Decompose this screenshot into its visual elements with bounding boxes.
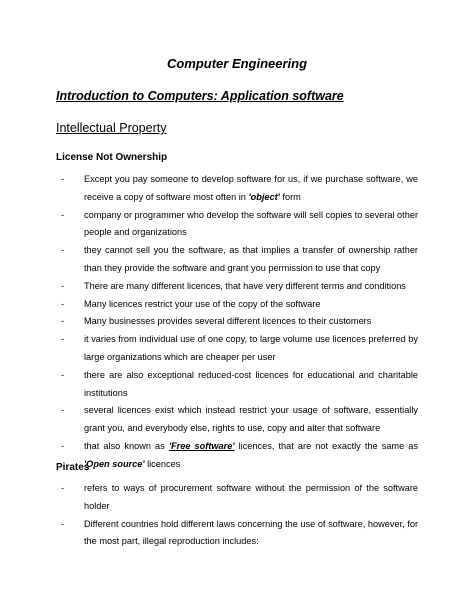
list-item-text: form	[279, 191, 301, 202]
license-list	[56, 171, 418, 474]
list-item-text: Many businesses provides several different licences to their customers	[84, 316, 372, 327]
list-item-text: Many licences restrict your use of the copy of the software	[84, 298, 321, 309]
list-item	[56, 480, 418, 516]
pirates-list	[56, 480, 418, 551]
list-item	[56, 207, 418, 243]
section-heading: Intellectual Property	[56, 121, 167, 135]
list-item-text: company or programmer who develop the software will sell copies to several other people and organizations	[84, 209, 418, 238]
pirates-heading: Pirates	[56, 462, 90, 473]
list-item-text: licences, that are not exactly the same as	[234, 440, 419, 451]
list-item-text: several licences exist which instead restrict your usage of software, essentially grant you, and everybody else, rights to use, copy and alter that software	[84, 405, 418, 434]
list-item-emphasis: 'object'	[248, 191, 280, 202]
document-subtitle: Introduction to Computers: Application software	[56, 89, 344, 103]
list-item-text: Different countries hold different laws concerning the use of software, however, for the most part, illegal reproduction includes:	[84, 518, 418, 547]
list-item	[56, 296, 418, 314]
list-item	[56, 331, 418, 367]
license-heading: License Not Ownership	[56, 152, 168, 163]
list-item-emphasis: 'Free software'	[168, 440, 235, 451]
list-item-text: refers to ways of procurement software without the permission of the software holder	[84, 483, 418, 511]
list-item-text: there are also exceptional reduced-cost licences for educational and charitable institutions	[84, 369, 418, 398]
list-item-text: that also known as	[84, 440, 169, 451]
document-title: Computer Engineering	[166, 56, 308, 71]
list-item-text: they cannot sell you the software, as that implies a transfer of ownership rather than they provide the software and grant you permission to use that copy	[84, 245, 418, 273]
list-item-emphasis: 'Open source'	[84, 458, 145, 469]
list-item	[56, 402, 418, 438]
list-item	[56, 516, 418, 552]
list-item	[56, 313, 418, 331]
list-item-text: There are many different licences, that have very different terms and conditions	[84, 280, 406, 291]
list-item	[56, 367, 418, 403]
list-item	[56, 242, 418, 278]
list-item-text: licences	[144, 458, 181, 469]
list-item-text: it varies from individual use of one copy, to large volume use licences preferred by large organizations which are cheaper per user	[84, 334, 418, 362]
list-item	[56, 171, 418, 207]
list-item-text: Except you pay someone to develop software for us, if we purchase software, we receive a copy of software most often in	[84, 174, 418, 202]
list-item	[56, 278, 418, 296]
list-item	[56, 438, 418, 474]
